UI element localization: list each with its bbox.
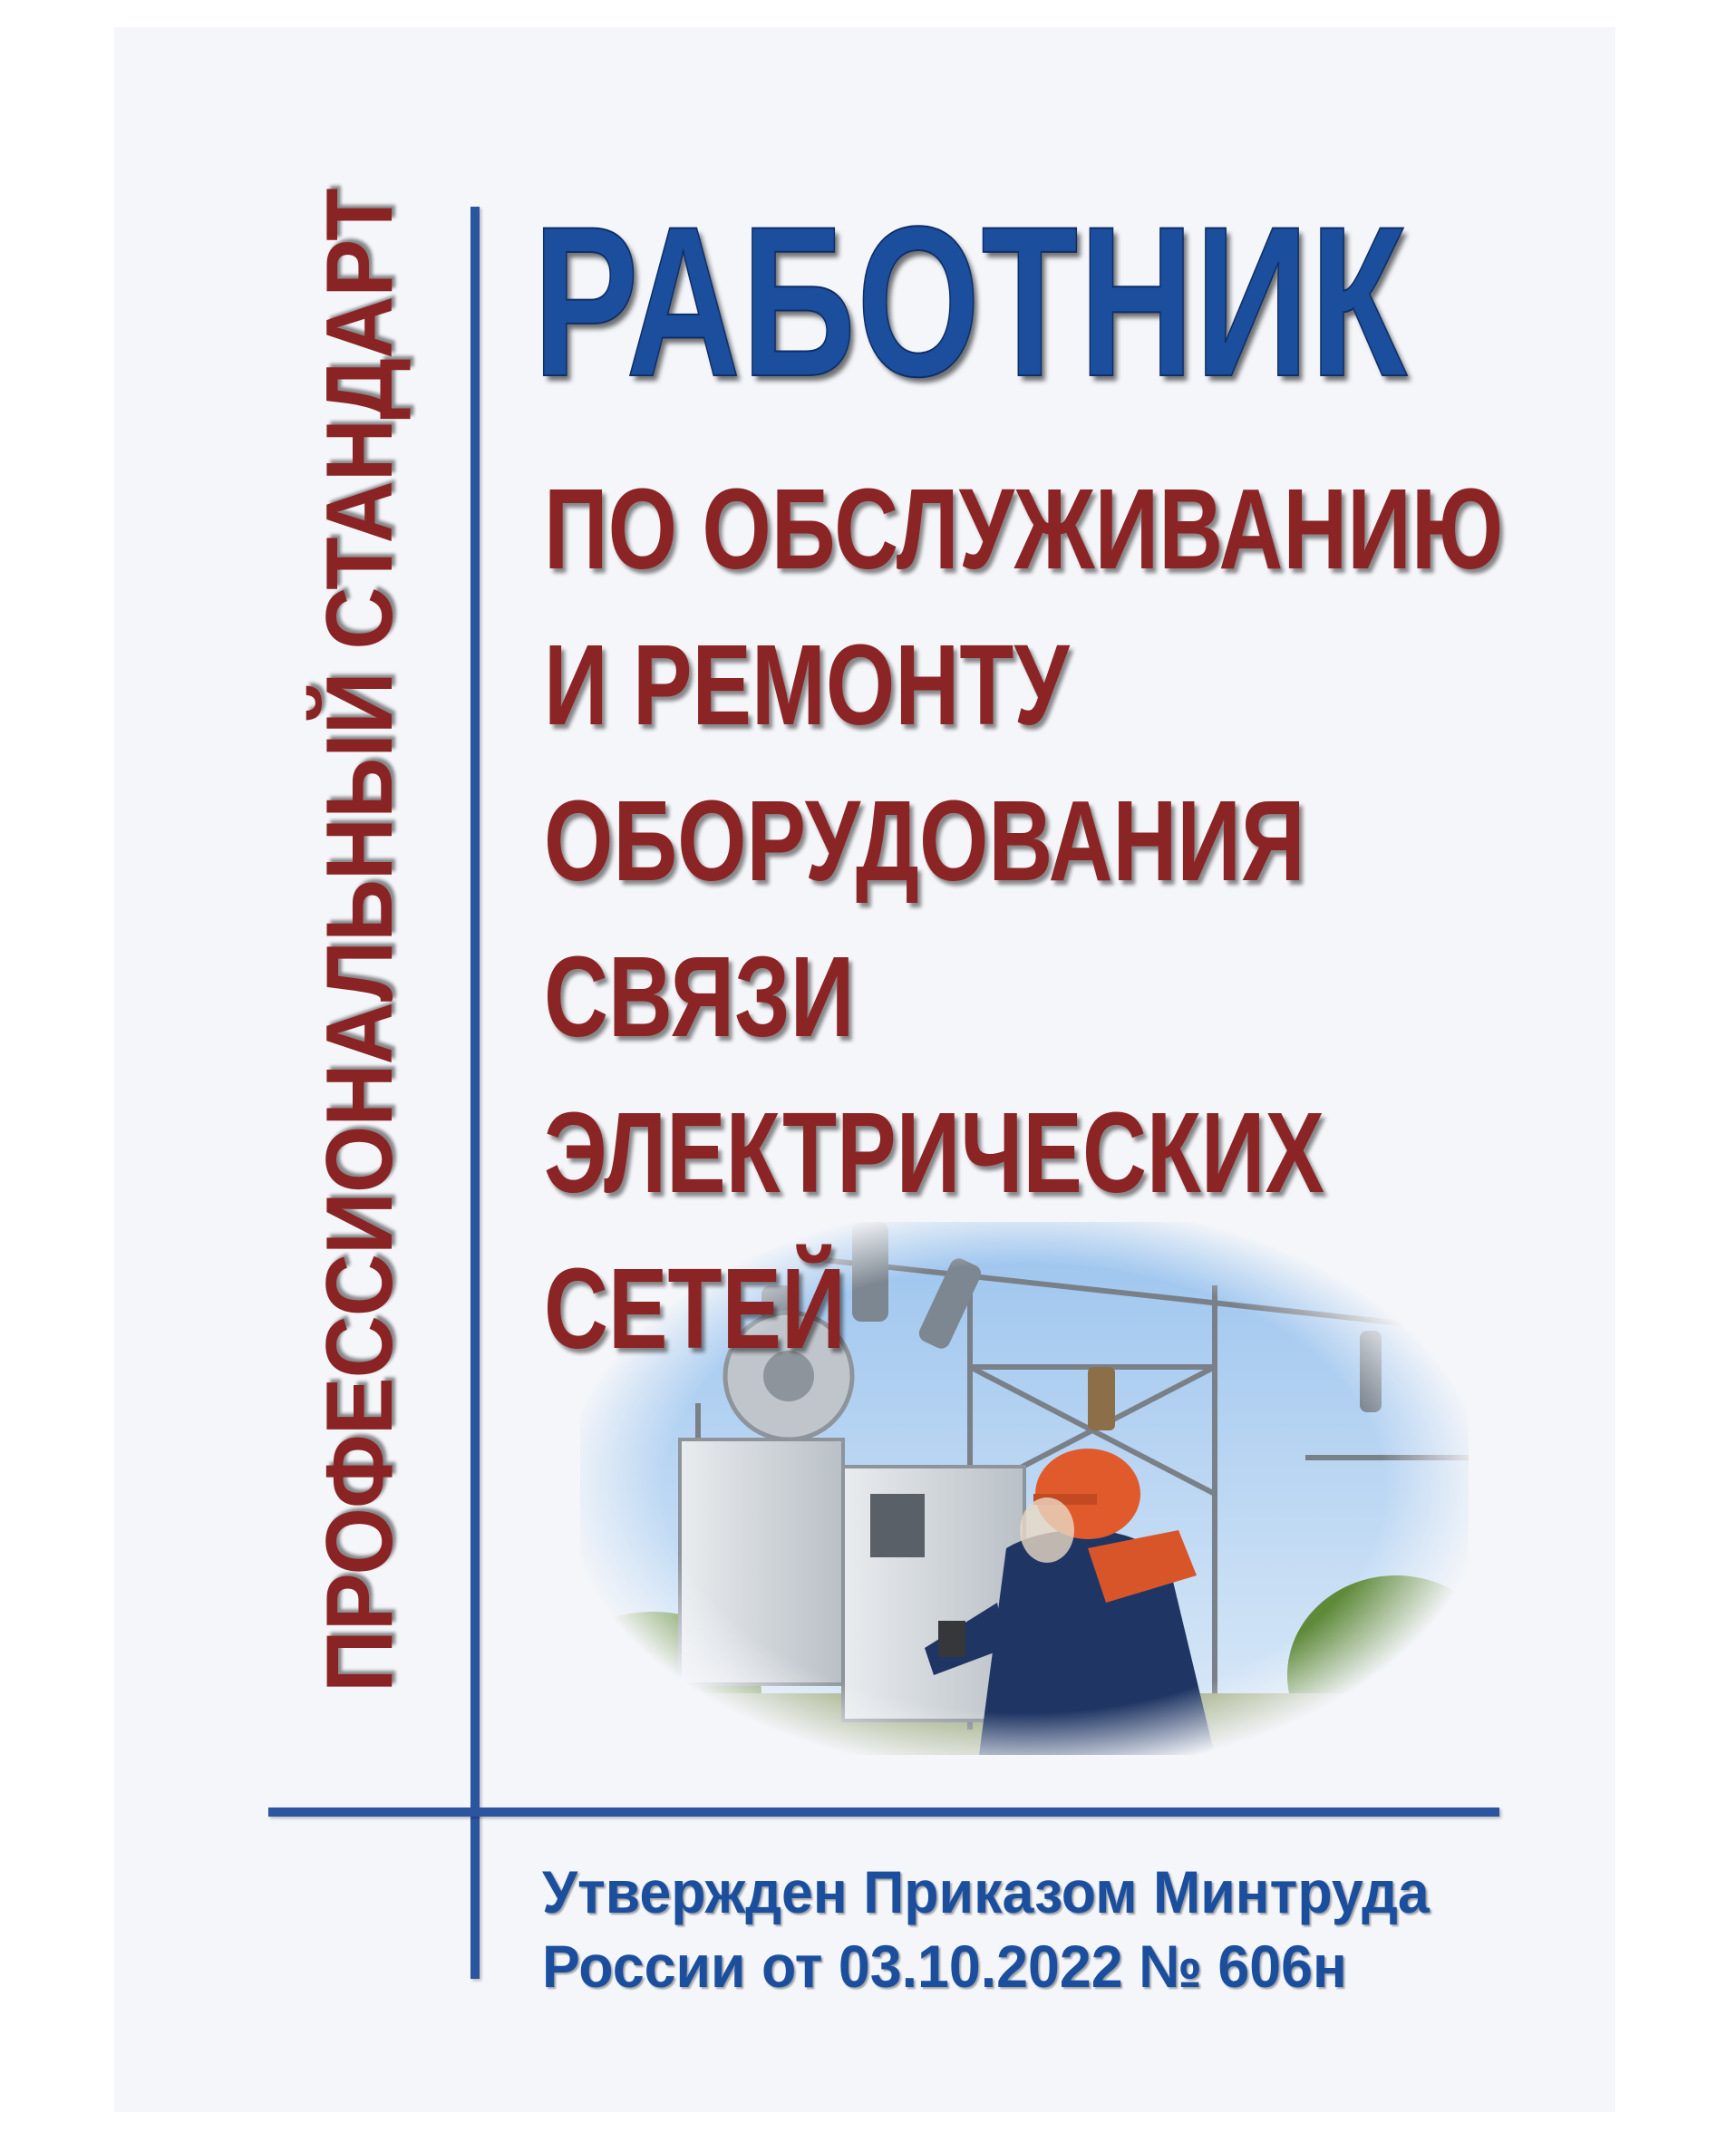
subtitle-line-2: И РЕМОНТУ [544,621,1070,749]
vertical-rule-line [470,207,480,1979]
subtitle-line-5: ЭЛЕКТРИЧЕСКИХ [544,1089,1325,1216]
subtitle-line-6: СЕТЕЙ [544,1245,846,1372]
subtitle-line-4: СВЯЗИ [544,933,855,1061]
book-title: РАБОТНИК [533,182,1409,422]
approval-line-1: Утвержден Приказом Минтруда [542,1858,1430,1925]
horizontal-rule-line [268,1808,1499,1817]
book-subtitle [544,451,1503,1387]
approval-line-2: России от 03.10.2022 № 606н [542,1933,1347,2000]
subtitle-line-3: ОБОРУДОВАНИЯ [544,777,1305,905]
series-label: ПРОФЕССИОНАЛЬНЫЙ СТАНДАРТ [307,189,412,1693]
approval-note [542,1855,1430,2003]
subtitle-line-1: ПО ОБСЛУЖИВАНИЮ [544,465,1504,593]
